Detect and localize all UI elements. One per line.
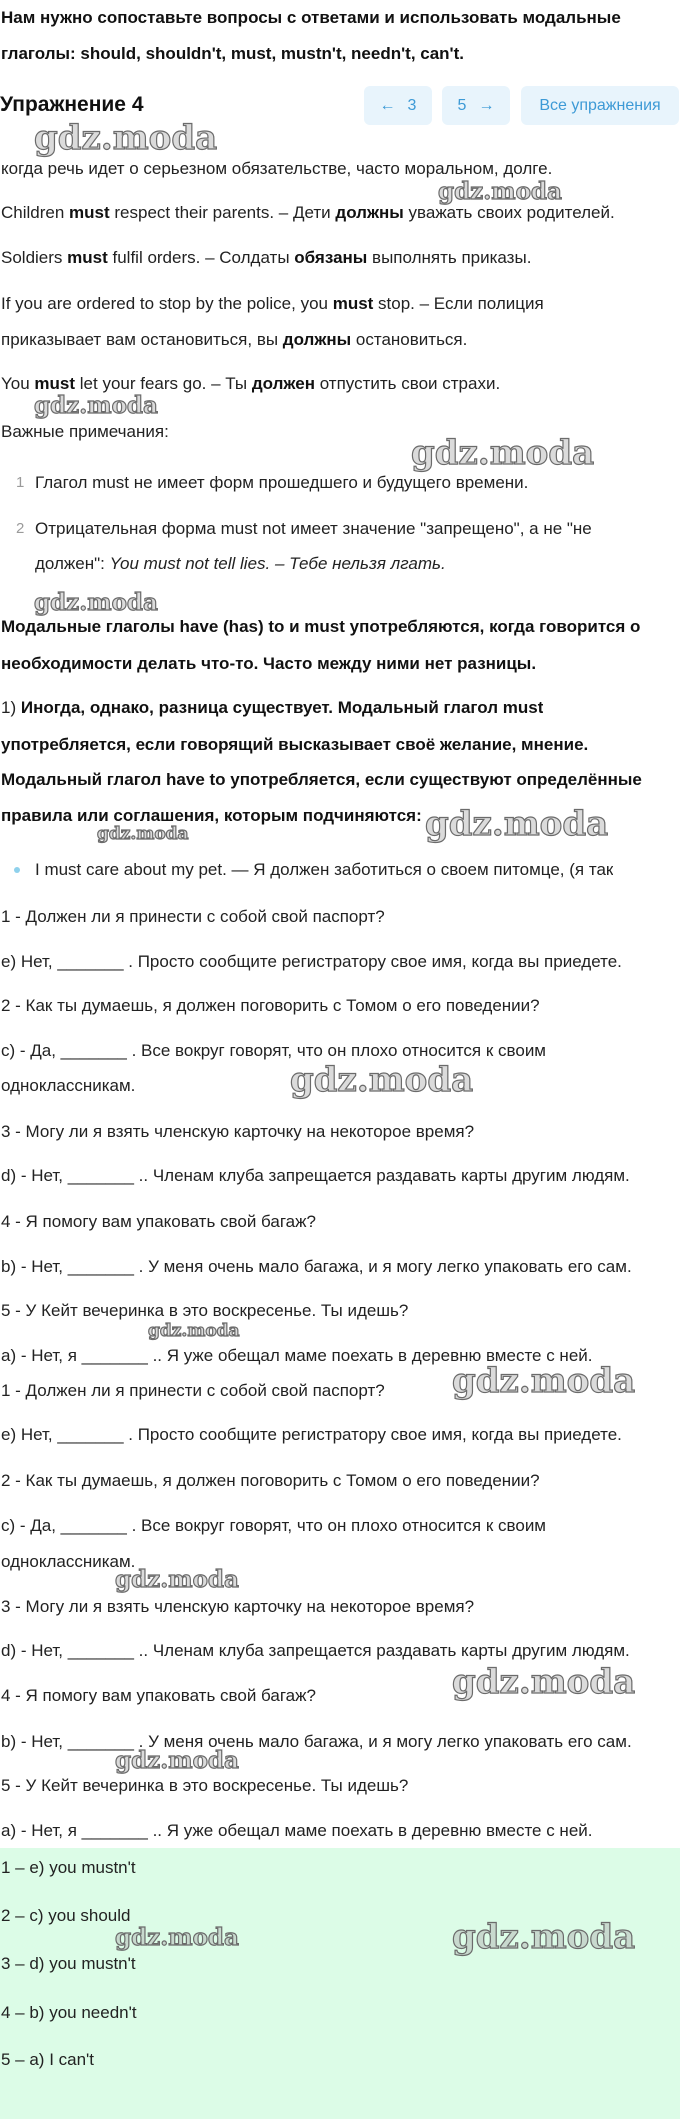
question-text: 2 - Как ты думаешь, я должен поговорить с Томом о его поведении? bbox=[1, 996, 540, 1015]
exercise-title: Упражнение 4 bbox=[0, 93, 144, 116]
example-sentence bbox=[1, 201, 615, 225]
note-number: 2 bbox=[16, 520, 25, 537]
question-text: 1 - Должен ли я принести с собой свой паспорт? bbox=[1, 1381, 385, 1400]
text-segment: Children bbox=[1, 203, 70, 222]
watermark: gdz.moda bbox=[148, 1321, 240, 1341]
watermark: gdz.moda bbox=[290, 1060, 474, 1100]
text-segment: You bbox=[1, 374, 35, 393]
intro-line: Нам нужно сопоставьте вопросы с ответами и использовать модальные bbox=[1, 8, 621, 27]
watermark: gdz.moda bbox=[115, 1747, 239, 1774]
answer-option: одноклассникам. bbox=[1, 1076, 136, 1095]
watermark: gdz.moda bbox=[34, 118, 218, 158]
note-text: Глагол must не имеет форм прошедшего и будущего времени. bbox=[35, 473, 529, 492]
answer-key-item: 5 – a) I can't bbox=[1, 2050, 95, 2069]
text-segment: stop. – Если полиция bbox=[373, 294, 544, 313]
watermark: gdz.moda bbox=[452, 1917, 636, 1957]
question-text: 3 - Могу ли я взять членскую карточку на некоторое время? bbox=[1, 1597, 475, 1616]
arrow-right-icon: → bbox=[478, 96, 495, 114]
answer-option: c) - Да, _______ . Все вокруг говорят, что он плохо относится к своим bbox=[1, 1041, 546, 1060]
text-segment: respect their parents. – Дети bbox=[109, 203, 336, 222]
question-text: 5 - У Кейт вечеринка в это воскресенье. Ты идешь? bbox=[1, 1776, 409, 1795]
question-text: 2 - Как ты думаешь, я должен поговорить с Томом о его поведении? bbox=[1, 1471, 540, 1490]
answer-key-item: 2 – c) you should bbox=[1, 1906, 131, 1925]
text-segment: уважать своих родителей. bbox=[403, 203, 615, 222]
note-number: 1 bbox=[16, 474, 25, 491]
theory-text: когда речь идет о серьезном обязательстве, часто моральном, долге. bbox=[1, 159, 553, 178]
text-segment: остановиться. bbox=[351, 330, 468, 349]
translation-highlight: должен bbox=[251, 374, 315, 393]
modal-verb-highlight: must bbox=[67, 248, 108, 267]
note-text bbox=[35, 552, 446, 576]
prev-exercise-button[interactable] bbox=[364, 86, 432, 125]
text-segment: let your fears go. – Ты bbox=[75, 374, 252, 393]
question-text: 4 - Я помогу вам упаковать свой багаж? bbox=[1, 1686, 316, 1705]
answer-option: c) - Да, _______ . Все вокруг говорят, что он плохо относится к своим bbox=[1, 1516, 546, 1535]
translation-highlight: должны bbox=[335, 203, 404, 222]
answer-option: a) - Нет, я _______ .. Я уже обещал маме поехать в деревню вместе с ней. bbox=[1, 1821, 593, 1840]
rule-text: необходимости делать что-то. Часто между ними нет разницы. bbox=[1, 654, 537, 673]
answer-key-panel bbox=[0, 1848, 680, 2119]
watermark: gdz.moda bbox=[425, 804, 609, 844]
rule-text: правила или соглашения, которым подчиняются: bbox=[1, 806, 422, 825]
rule-text: употребляется, если говорящий высказывает своё желание, мнение. bbox=[1, 735, 589, 754]
modal-verb-highlight: must bbox=[34, 374, 76, 393]
answer-option: b) - Нет, _______ . У меня очень мало багажа, и я могу легко упаковать его сам. bbox=[1, 1732, 632, 1751]
example-sentence bbox=[1, 372, 500, 396]
text-segment: Иногда, однако, разница существует. Модальный глагол must bbox=[16, 698, 544, 717]
example-sentence bbox=[1, 246, 531, 270]
rule-text bbox=[1, 696, 543, 720]
text-segment: отпустить свои страхи. bbox=[314, 374, 501, 393]
text-segment: Soldiers bbox=[1, 248, 68, 267]
answer-option: e) Нет, _______ . Просто сообщите регистратору свое имя, когда вы приедете. bbox=[1, 1425, 622, 1444]
text-segment: выполнять приказы. bbox=[367, 248, 532, 267]
next-exercise-number: 5 bbox=[457, 96, 467, 114]
all-exercises-label: Все упражнения bbox=[539, 96, 661, 114]
answer-option: b) - Нет, _______ . У меня очень мало багажа, и я могу легко упаковать его сам. bbox=[1, 1257, 632, 1276]
text-segment: должен": bbox=[35, 554, 110, 573]
watermark: gdz.moda bbox=[452, 1361, 636, 1401]
translation-highlight: должны bbox=[282, 330, 352, 349]
question-text: 4 - Я помогу вам упаковать свой багаж? bbox=[1, 1212, 316, 1231]
answer-option: a) - Нет, я _______ .. Я уже обещал маме поехать в деревню вместе с ней. bbox=[1, 1346, 593, 1365]
question-text: 5 - У Кейт вечеринка в это воскресенье. Ты идешь? bbox=[1, 1301, 409, 1320]
rule-text: Модальный глагол have to употребляется, если существуют определённые bbox=[1, 770, 642, 789]
answer-option: d) - Нет, _______ .. Членам клуба запрещается раздавать карты другим людям. bbox=[1, 1641, 630, 1660]
translation-highlight: обязаны bbox=[294, 248, 368, 267]
watermark: gdz.moda bbox=[452, 1662, 636, 1702]
watermark: gdz.moda bbox=[411, 433, 595, 473]
example-sentence bbox=[1, 292, 544, 316]
watermark: gdz.moda bbox=[97, 824, 189, 844]
arrow-left-icon: ← bbox=[379, 96, 396, 114]
intro-line: глаголы: should, shouldn't, must, mustn't, needn't, can't. bbox=[1, 44, 464, 63]
rule-text: Модальные глаголы have (has) to и must употребляются, когда говорится о bbox=[1, 617, 641, 636]
bullet-example: I must care about my pet. — Я должен заботиться о своем питомце, (я так bbox=[35, 860, 614, 879]
italic-example: You must not tell lies. – Тебе нельзя лгать. bbox=[109, 554, 446, 573]
modal-verb-highlight: must bbox=[69, 203, 110, 222]
question-text: 3 - Могу ли я взять членскую карточку на некоторое время? bbox=[1, 1122, 475, 1141]
answer-option: одноклассникам. bbox=[1, 1552, 136, 1571]
example-sentence bbox=[1, 328, 467, 352]
bullet-dot-icon bbox=[14, 867, 20, 873]
text-segment: fulfil orders. – Солдаты bbox=[107, 248, 295, 267]
notes-heading: Важные примечания: bbox=[1, 422, 169, 441]
watermark: gdz.moda bbox=[34, 589, 158, 616]
watermark: gdz.moda bbox=[115, 1566, 239, 1593]
answer-key-item: 3 – d) you mustn't bbox=[1, 1954, 136, 1973]
watermark: gdz.moda bbox=[34, 392, 158, 419]
modal-verb-highlight: must bbox=[332, 294, 374, 313]
watermark: gdz.moda bbox=[438, 178, 562, 205]
text-segment: приказывает вам остановиться, вы bbox=[1, 330, 283, 349]
answer-key-item: 4 – b) you needn't bbox=[1, 2003, 137, 2022]
watermark: gdz.moda bbox=[115, 1924, 239, 1951]
answer-key-item: 1 – e) you mustn't bbox=[1, 1858, 136, 1877]
all-exercises-button[interactable] bbox=[521, 86, 679, 125]
question-text: 1 - Должен ли я принести с собой свой паспорт? bbox=[1, 907, 385, 926]
note-text: Отрицательная форма must not имеет значение "запрещено", а не "не bbox=[35, 519, 592, 538]
answer-option: d) - Нет, _______ .. Членам клуба запрещается раздавать карты другим людям. bbox=[1, 1166, 630, 1185]
answer-option: e) Нет, _______ . Просто сообщите регистратору свое имя, когда вы приедете. bbox=[1, 952, 622, 971]
rule-marker: 1) bbox=[1, 698, 17, 717]
next-exercise-button[interactable] bbox=[442, 86, 510, 125]
prev-exercise-number: 3 bbox=[407, 96, 417, 114]
text-segment: If you are ordered to stop by the police, you bbox=[1, 294, 333, 313]
